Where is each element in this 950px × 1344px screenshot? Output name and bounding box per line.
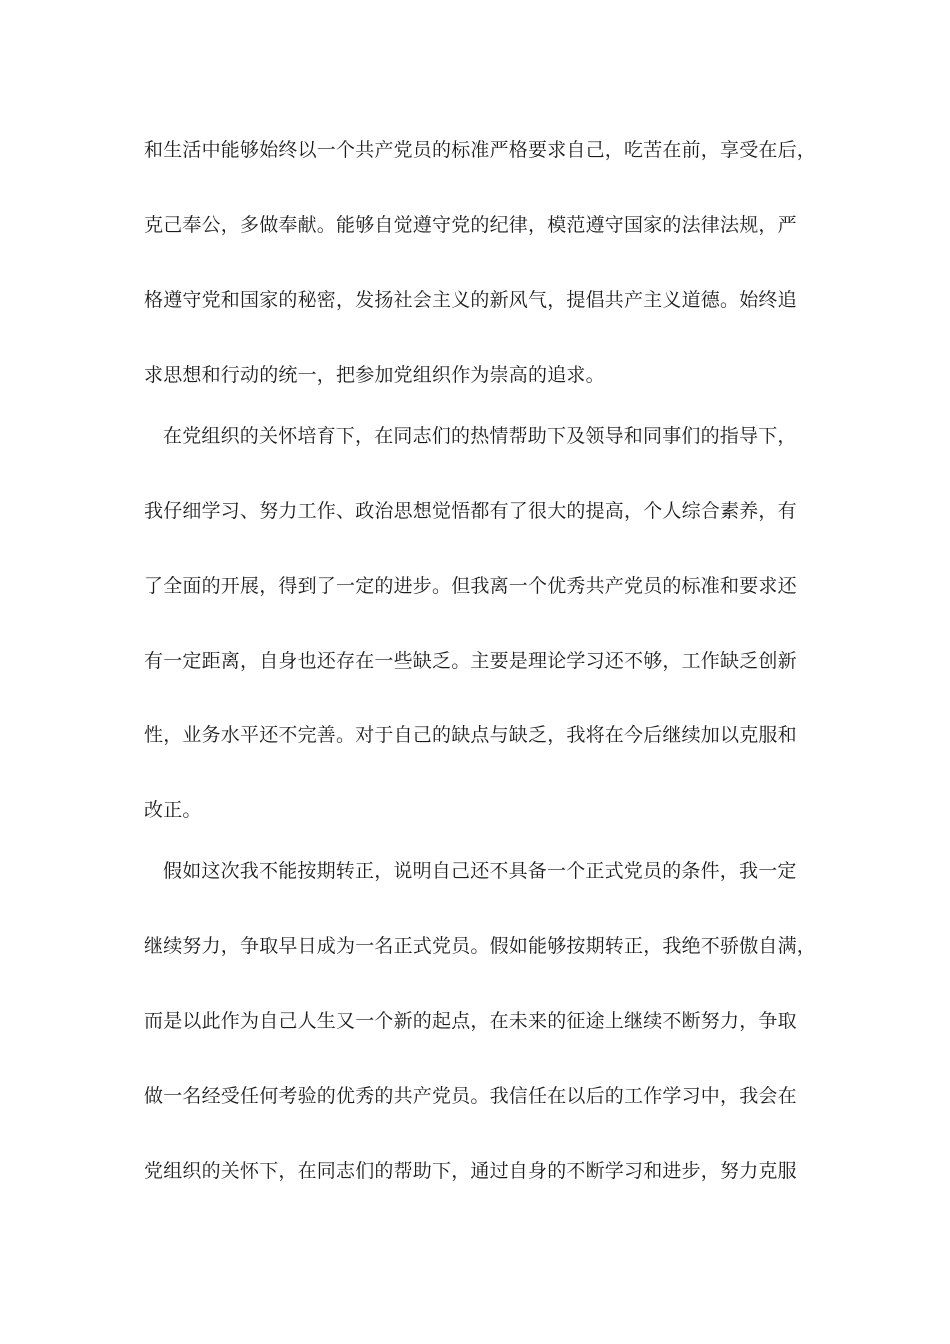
text-line: 有一定距离，自身也还存在一些缺乏。主要是理论学习还不够，工作缺乏创新	[144, 650, 797, 672]
text-line: 了全面的开展，得到了一定的进步。但我离一个优秀共产党员的标准和要求还	[144, 575, 797, 597]
text-line: 做一名经受任何考验的优秀的共产党员。我信任在以后的工作学习中，我会在	[144, 1085, 797, 1107]
paragraph-first-line: 假如这次我不能按期转正，说明自己还不具备一个正式党员的条件，我一定	[163, 860, 797, 882]
text-line: 我仔细学习、努力工作、政治思想觉悟都有了很大的提高，个人综合素养，有	[144, 500, 797, 522]
text-line: 而是以此作为自己人生又一个新的起点，在未来的征途上继续不断努力，争取	[144, 1010, 797, 1032]
text-line: 和生活中能够始终以一个共产党员的标准严格要求自己，吃苦在前，享受在后，	[144, 139, 817, 161]
text-line: 格遵守党和国家的秘密，发扬社会主义的新风气，提倡共产主义道德。始终追	[144, 289, 797, 311]
text-line: 克己奉公，多做奉献。能够自觉遵守党的纪律，模范遵守国家的法律法规，严	[144, 214, 797, 236]
text-line: 性，业务水平还不完善。对于自己的缺点与缺乏，我将在今后继续加以克服和	[144, 724, 797, 746]
paragraph-first-line: 在党组织的关怀培育下，在同志们的热情帮助下及领导和同事们的指导下，	[163, 425, 797, 447]
text-line: 改正。	[144, 799, 202, 821]
text-line: 求思想和行动的统一，把参加党组织作为崇高的追求。	[144, 364, 605, 386]
text-line: 党组织的关怀下，在同志们的帮助下，通过自身的不断学习和进步，努力克服	[144, 1160, 797, 1182]
text-line: 继续努力，争取早日成为一名正式党员。假如能够按期转正，我绝不骄傲自满，	[144, 935, 817, 957]
